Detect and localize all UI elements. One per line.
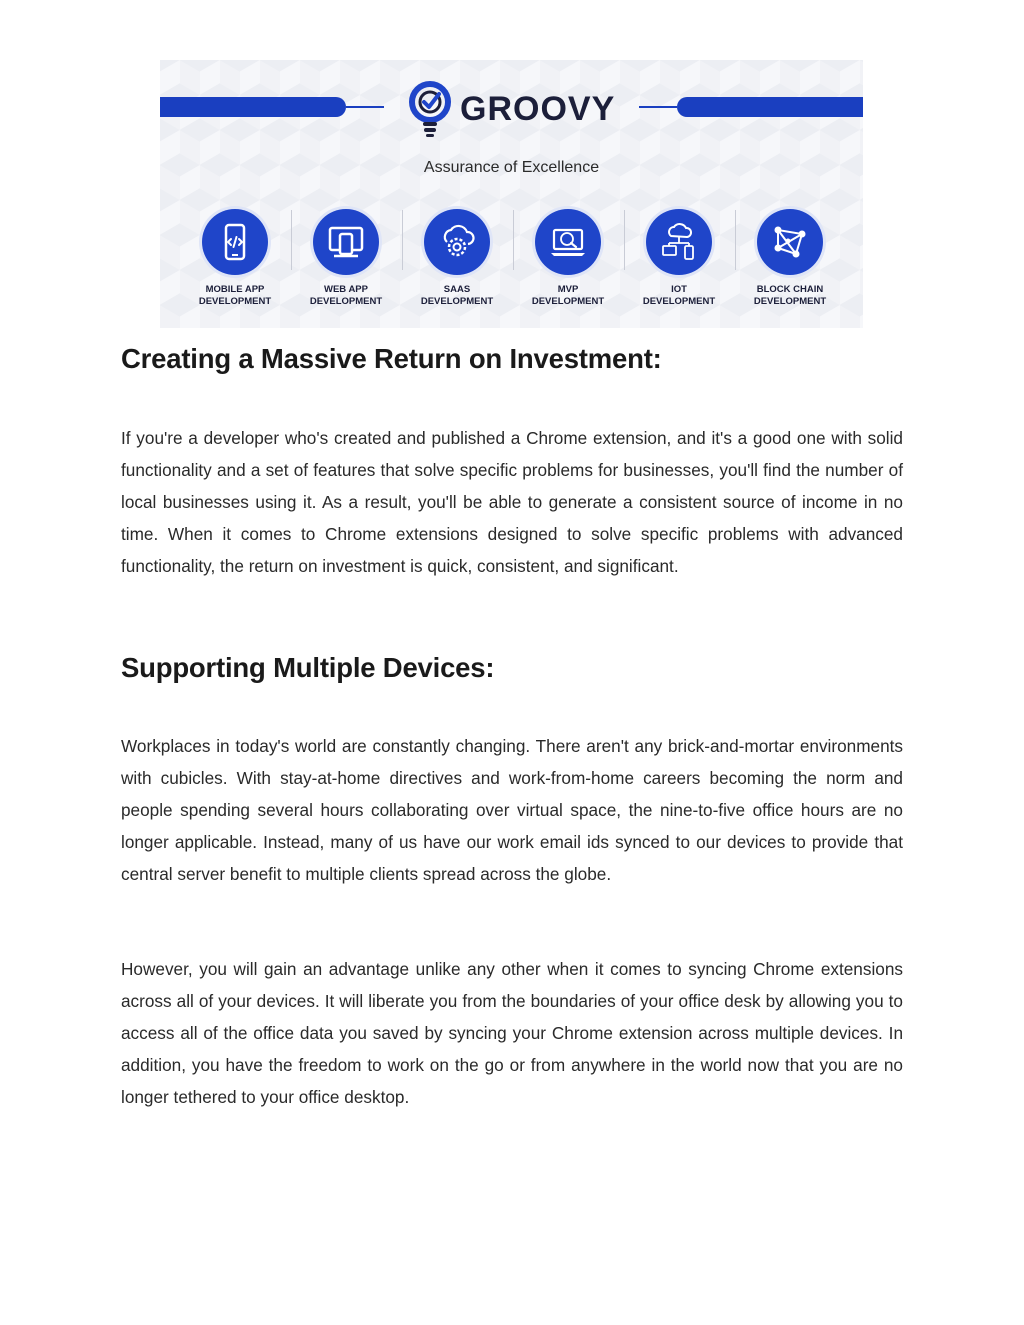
section-heading-roi: Creating a Massive Return on Investment: [121,343,662,374]
section-paragraph-roi: If you're a developer who's created and published a Chrome extension, and it's a good one with solid functionality and a set of features that solve specific problems for businesses, you'll find the number of local businesses using it. As a result, you'll be able to generate a consistent source of income in no time. When it comes to Chrome extensions designed to solve specific problems with advanced functionality, the return on investment is quick, consistent, and significant. [121,428,903,576]
banner-bar-left [160,97,346,117]
section-paragraph-devices-2: However, you will gain an advantage unlike any other when it comes to syncing Chrome extensions across all of your devices. It will liberate you from the boundaries of your office desk by allowing you to access all of the office data you saved by syncing your Chrome extension across multiple devices. In addition, you have the freedom to work on the go or from anywhere in the world now that you are no longer tethered to your office desktop. [121,959,903,1107]
service-iot [624,205,734,315]
service-label-line2: DEVELOPMENT [531,296,605,307]
service-block-chain [735,205,845,315]
web-app-icon [326,222,366,262]
section-heading-devices: Supporting Multiple Devices: [121,652,495,683]
brand-tagline: Assurance of Excellence [423,159,600,176]
service-label-line2: DEVELOPMENT [309,296,383,307]
service-label-line2: DEVELOPMENT [642,296,716,307]
mvp-laptop-icon [548,222,588,262]
blockchain-network-icon [770,222,810,262]
service-label-line2: DEVELOPMENT [420,296,494,307]
service-label-line1: MOBILE APP [205,284,265,295]
mobile-code-icon [215,222,255,262]
banner-line-left [346,106,384,108]
section-paragraph-devices-1: Workplaces in today's world are constantly changing. There aren't any brick-and-mortar environments with cubicles. With stay-at-home directives and work-from-home careers becoming the norm and people spending several hours collaborating over virtual space, the nine-to-five office hours are no longer applicable. Instead, many of us have our work email ids synced to our devices to provide that central server benefit to multiple clients spread across the globe. [121,736,903,884]
service-label-line1: SAAS [443,284,471,295]
service-mvp [513,205,623,315]
banner-line-right [639,106,677,108]
service-mobile-app [180,205,290,315]
service-web-app [291,205,401,315]
service-label-line1: BLOCK CHAIN [756,284,824,295]
service-saas [402,205,512,315]
services-row [180,205,846,315]
cloud-gear-icon [437,222,477,262]
groovy-logo [408,80,618,138]
service-label-line2: DEVELOPMENT [198,296,272,307]
service-label-line1: WEB APP [324,284,368,295]
service-label-line1: MVP [557,284,579,295]
banner-bar-right [677,97,863,117]
service-label-line1: IOT [671,284,687,295]
iot-cloud-devices-icon [659,222,699,262]
groovy-banner [160,60,863,328]
service-label-line2: DEVELOPMENT [753,296,827,307]
brand-name: GROOVY [460,90,616,128]
lightbulb-check-icon [408,80,452,138]
